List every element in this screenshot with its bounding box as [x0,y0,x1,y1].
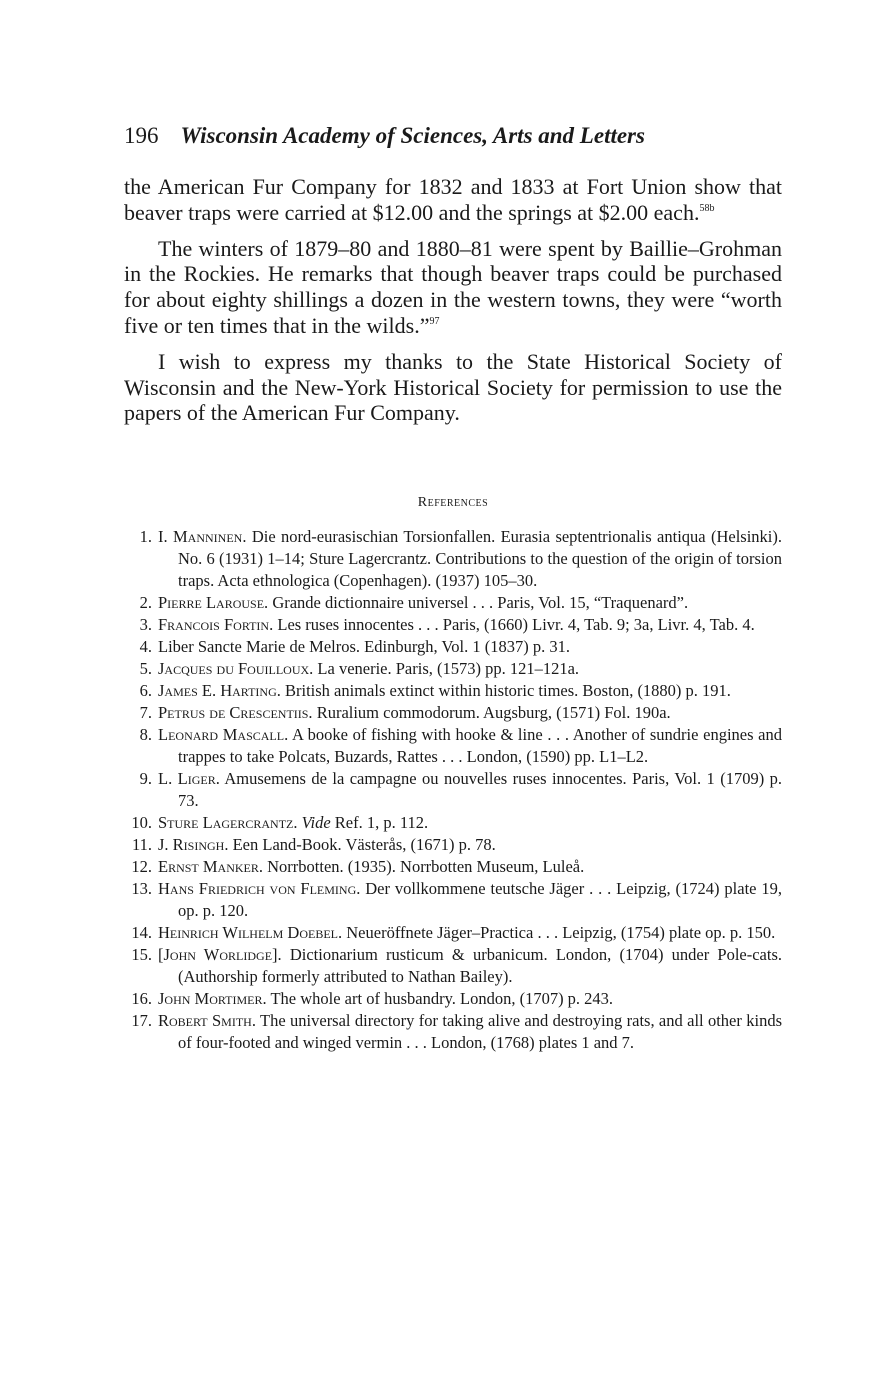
reference-number: 13. [131,879,152,898]
reference-item [124,592,782,614]
reference-text: Ref. 1, p. 112. [330,813,429,832]
page-number: 196 [124,123,159,148]
reference-text: Dictionarium rusticum & urbanicum. London, (1704) under Pole-cats. (Authorship formerly attributed to Nathan Bailey). [178,945,782,986]
reference-number: 11. [131,835,152,854]
reference-number: 3. [139,615,152,634]
reference-item [124,768,782,812]
reference-number: 14. [131,923,152,942]
reference-text: Neueröffnete Jäger–Practica . . . Leipzig, (1754) plate op. p. 150. [342,923,776,942]
reference-text: The whole art of husbandry. London, (1707) p. 243. [266,989,614,1008]
reference-number: 10. [131,813,152,832]
reference-number: 1. [139,527,152,546]
reference-number: 7. [139,703,152,722]
reference-author: James E. Harting. [158,681,281,700]
reference-item [124,658,782,680]
reference-text: Die nord-eurasischian Torsionfallen. Eurasia septentrionalis antiqua (Helsinki). No. 6 (1931) 1–14; Sture Lagercrantz. Contributions to the question of the origin of torsion traps. Acta ethnologica (Copenhagen). (1937) 105–30. [178,527,782,590]
reference-item [124,702,782,724]
reference-item [124,614,782,636]
reference-item [124,944,782,988]
footnote-marker: 97 [429,315,440,327]
reference-number: 8. [139,725,152,744]
reference-text: Ruralium commodorum. Augsburg, (1571) Fol. 190a. [312,703,671,722]
paragraph-2-text: The winters of 1879–80 and 1880–81 were spent by Baillie–Grohman in the Rockies. He remarks that though beaver traps could be purchased for about eighty shillings a dozen in the western towns, they were “worth five or ten times that in the wilds.” [124,235,782,338]
reference-author: Pierre Larouse. [158,593,269,612]
reference-author: Hans Friedrich von Fleming. [158,879,361,898]
reference-item [124,988,782,1010]
body-text [124,174,782,436]
reference-author: Heinrich Wilhelm Doebel. [158,923,343,942]
reference-author: Leonard Mascall. [158,725,289,744]
reference-author: I. Manninen. [158,527,247,546]
reference-item [124,1010,782,1054]
reference-author: Sture Lagercrantz. [158,813,298,832]
paragraph-1 [124,174,782,226]
paragraph-1-text: the American Fur Company for 1832 and 1833 at Fort Union show that beaver traps were carried at $12.00 and the springs at $2.00 each. [124,174,782,225]
reference-text: Een Land-Book. Västerås, (1671) p. 78. [228,835,496,854]
reference-text: Der vollkommene teutsche Jäger . . . Leipzig, (1724) plate 19, op. p. 120. [178,879,782,920]
references-list [124,526,782,1054]
reference-number: 6. [139,681,152,700]
reference-number: 12. [131,857,152,876]
reference-text: Grande dictionnaire universel . . . Paris, Vol. 15, “Traquenard”. [268,593,689,612]
reference-author: Ernst Manker. [158,857,264,876]
reference-author: L. Liger. [158,769,220,788]
reference-number: 5. [139,659,152,678]
paragraph-3 [124,349,782,426]
journal-title: Wisconsin Academy of Sciences, Arts and Letters [180,123,645,148]
reference-item [124,856,782,878]
reference-item [124,724,782,768]
reference-item [124,922,782,944]
reference-number: 16. [131,989,152,1008]
running-header [124,122,764,150]
reference-text: The universal directory for taking alive and destroying rats, and all other kinds of four-footed and winged vermin . . . London, (1768) plates 1 and 7. [178,1011,782,1052]
reference-number: 4. [139,637,152,656]
reference-item [124,834,782,856]
reference-text: Les ruses innocentes . . . Paris, (1660) Livr. 4, Tab. 9; 3a, Livr. 4, Tab. 4. [273,615,755,634]
footnote-marker: 58b [699,202,715,214]
reference-author: Jacques du Fouilloux. [158,659,314,678]
reference-author: Petrus de Crescentiis. [158,703,313,722]
reference-author: [John Worlidge]. [158,945,282,964]
reference-number: 2. [139,593,152,612]
reference-author: Francois Fortin. [158,615,274,634]
reference-text: Liber Sancte Marie de Melros. Edinburgh, Vol. 1 (1837) p. 31. [158,637,570,656]
reference-text: British animals extinct within historic times. Boston, (1880) p. 191. [280,681,731,700]
reference-item [124,526,782,592]
paragraph-3-text: I wish to express my thanks to the State Historical Society of Wisconsin and the New-York Historical Society for permission to use the papers of the American Fur Company. [124,348,782,426]
reference-item [124,812,782,834]
reference-item [124,680,782,702]
reference-text: Amusemens de la campagne ou nouvelles ruses innocentes. Paris, Vol. 1 (1709) p. 73. [178,769,783,810]
reference-item [124,636,782,658]
reference-text: La venerie. Paris, (1573) pp. 121–121a. [313,659,580,678]
reference-text: Norrbotten. (1935). Norrbotten Museum, Luleå. [263,857,585,876]
paragraph-2 [124,236,782,339]
reference-number: 15. [131,945,152,964]
reference-text: A booke of fishing with hooke & line . . . Another of sundrie engines and trappes to take Polcats, Buzards, Rattes . . . London, (1590) pp. L1–L2. [178,725,782,766]
reference-number: 17. [131,1011,152,1030]
reference-item [124,878,782,922]
references-heading: References [417,495,489,510]
reference-author: J. Risingh. [158,835,229,854]
reference-author: Robert Smith. [158,1011,256,1030]
reference-author: John Mortimer. [158,989,267,1008]
reference-vide: Vide [297,813,331,832]
reference-number: 9. [139,769,152,788]
